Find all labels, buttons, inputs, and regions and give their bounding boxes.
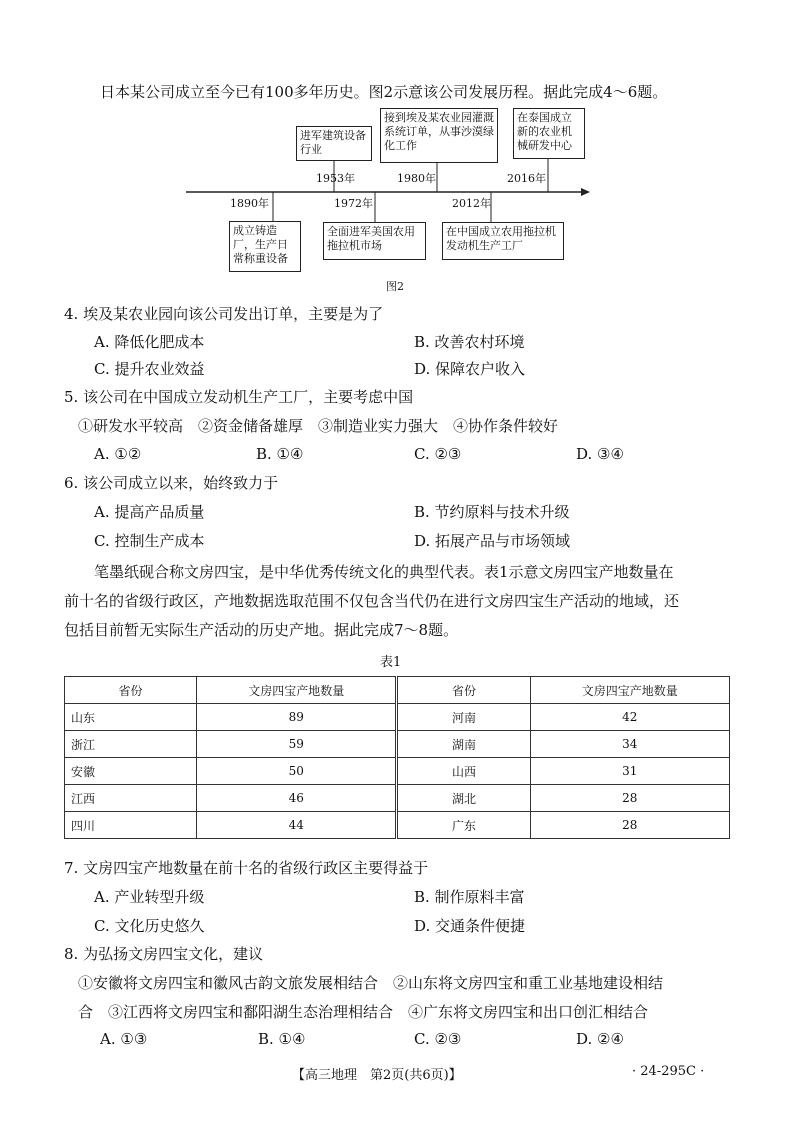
province-cell: 江西 bbox=[65, 785, 197, 812]
intro-text-2-line-3: 包括目前暂无实际生产活动的历史产地。据此完成7～8题。 bbox=[64, 621, 459, 639]
province-cell: 河南 bbox=[397, 704, 530, 731]
event-1980-text: 接到埃及某农业园灌溉系统订单，从事沙漠绿化工作 bbox=[380, 108, 498, 163]
count-cell: 28 bbox=[530, 785, 729, 812]
q7-option-a: A. 产业转型升级 bbox=[94, 888, 205, 906]
count-cell: 50 bbox=[197, 758, 397, 785]
q8-items-line-2: 合 ③江西将文房四宝和鄱阳湖生态治理相结合 ④广东将文房四宝和出口创汇相结合 bbox=[78, 1003, 649, 1021]
event-1980-year: 1980年 bbox=[397, 172, 436, 185]
province-cell: 湖南 bbox=[397, 731, 530, 758]
province-cell: 山西 bbox=[397, 758, 530, 785]
q6-option-d: D. 拓展产品与市场领域 bbox=[414, 532, 571, 550]
q4-option-d: D. 保障农户收入 bbox=[414, 360, 526, 378]
table-row bbox=[65, 785, 730, 812]
province-cell: 广东 bbox=[397, 812, 530, 839]
q4-option-a: A. 降低化肥成本 bbox=[94, 333, 205, 351]
count-cell: 34 bbox=[530, 731, 729, 758]
table-row bbox=[65, 812, 730, 839]
footer-page-info: 【高三地理 第2页(共6页)】 bbox=[292, 1068, 462, 1083]
q7-stem: 7. 文房四宝产地数量在前十名的省级行政区主要得益于 bbox=[64, 859, 429, 877]
table-row bbox=[65, 704, 730, 731]
table-caption: 表1 bbox=[380, 655, 402, 670]
count-cell: 42 bbox=[530, 704, 729, 731]
count-cell: 44 bbox=[197, 812, 397, 839]
event-1972-year: 1972年 bbox=[334, 197, 373, 210]
province-cell: 浙江 bbox=[65, 731, 197, 758]
province-cell: 四川 bbox=[65, 812, 197, 839]
header-count-1: 文房四宝产地数量 bbox=[197, 677, 397, 704]
event-1953-year: 1953年 bbox=[316, 172, 355, 185]
count-cell: 31 bbox=[530, 758, 729, 785]
event-2016-year: 2016年 bbox=[507, 172, 546, 185]
event-2012-text: 在中国成立农用拖拉机发动机生产工厂 bbox=[442, 222, 564, 260]
event-2016-text: 在泰国成立新的农业机械研发中心 bbox=[513, 108, 585, 159]
header-province-2: 省份 bbox=[397, 677, 530, 704]
q6-option-b: B. 节约原料与技术升级 bbox=[414, 503, 570, 521]
q5-option-d: D. ③④ bbox=[576, 445, 624, 463]
q8-option-a: A. ①③ bbox=[100, 1030, 148, 1048]
q5-option-b: B. ①④ bbox=[256, 445, 304, 463]
q4-stem: 4. 埃及某农业园向该公司发出订单，主要是为了 bbox=[64, 305, 384, 323]
event-1890-text: 成立铸造厂，生产日常称重设备 bbox=[229, 221, 301, 272]
q7-option-b: B. 制作原料丰富 bbox=[414, 888, 525, 906]
data-table bbox=[64, 676, 730, 839]
province-cell: 安徽 bbox=[65, 758, 197, 785]
table-row bbox=[65, 758, 730, 785]
count-cell: 28 bbox=[530, 812, 729, 839]
count-cell: 46 bbox=[197, 785, 397, 812]
q5-stem: 5. 该公司在中国成立发动机生产工厂，主要考虑中国 bbox=[64, 388, 414, 406]
q5-items: ①研发水平较高 ②资金储备雄厚 ③制造业实力强大 ④协作条件较好 bbox=[78, 417, 559, 435]
q6-option-a: A. 提高产品质量 bbox=[94, 503, 205, 521]
intro-text-2-line-2: 前十名的省级行政区，产地数据选取范围不仅包含当代仍在进行文房四宝生产活动的地域，还 bbox=[64, 592, 680, 610]
q7-option-d: D. 交通条件便捷 bbox=[414, 917, 526, 935]
q8-stem: 8. 为弘扬文房四宝文化，建议 bbox=[64, 945, 264, 963]
event-2012-year: 2012年 bbox=[452, 197, 491, 210]
q8-option-d: D. ②④ bbox=[576, 1030, 624, 1048]
event-1972-text: 全面进军美国农用拖拉机市场 bbox=[323, 222, 426, 260]
q8-option-c: C. ②③ bbox=[414, 1030, 462, 1048]
intro-text-2-line-1: 笔墨纸砚合称文房四宝，是中华优秀传统文化的典型代表。表1示意文房四宝产地数量在 bbox=[94, 563, 674, 581]
q5-option-c: C. ②③ bbox=[414, 445, 462, 463]
table-row bbox=[65, 731, 730, 758]
q6-stem: 6. 该公司成立以来，始终致力于 bbox=[64, 474, 279, 492]
q8-option-b: B. ①④ bbox=[258, 1030, 306, 1048]
province-cell: 湖北 bbox=[397, 785, 530, 812]
event-1953-text: 进军建筑设备行业 bbox=[296, 126, 372, 161]
q7-option-c: C. 文化历史悠久 bbox=[94, 917, 205, 935]
header-count-2: 文房四宝产地数量 bbox=[530, 677, 729, 704]
q4-option-b: B. 改善农村环境 bbox=[414, 333, 525, 351]
q5-option-a: A. ①② bbox=[94, 445, 142, 463]
q8-items-line-1: ①安徽将文房四宝和徽风古韵文旅发展相结合 ②山东将文房四宝和重工业基地建设相结 bbox=[78, 974, 664, 992]
event-1890-year: 1890年 bbox=[230, 197, 269, 210]
figure-caption: 图2 bbox=[386, 280, 404, 293]
count-cell: 89 bbox=[197, 704, 397, 731]
intro-text-1: 日本某公司成立至今已有100多年历史。图2示意该公司发展历程。据此完成4～6题。 bbox=[100, 83, 668, 101]
q6-option-c: C. 控制生产成本 bbox=[94, 532, 205, 550]
q4-option-c: C. 提升农业效益 bbox=[94, 360, 205, 378]
count-cell: 59 bbox=[197, 731, 397, 758]
header-province-1: 省份 bbox=[65, 677, 197, 704]
province-cell: 山东 bbox=[65, 704, 197, 731]
table-header-row bbox=[65, 677, 730, 704]
footer-code: · 24-295C · bbox=[632, 1064, 705, 1079]
